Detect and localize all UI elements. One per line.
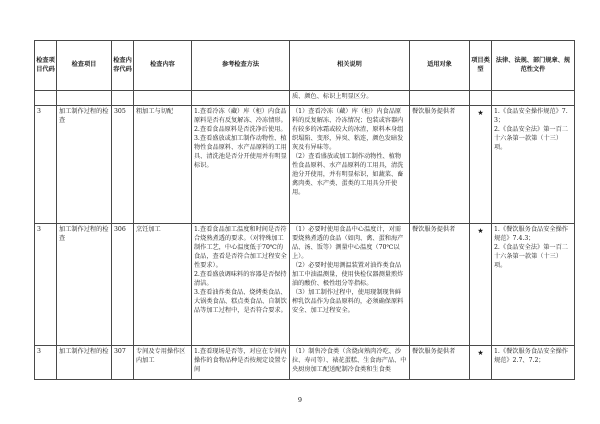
cell-content: 专间及专用操作区内加工: [134, 346, 192, 380]
star-icon: ★: [470, 106, 492, 224]
regulation-table-page: [34, 40, 574, 392]
cell-target: 餐饮服务提供者: [410, 346, 470, 380]
table-row: [35, 224, 575, 346]
cell-method: 1.查看冷冻（藏）库（柜）内食品原料是否有反复解冻、冷冻情形。 2.查看食品原料是否洗净后使用。 3.查看盛放或加工制作动物性、植物性食品原料、水产品原料的工用具、清洗池是否分开使用并有明显标识。: [192, 106, 290, 224]
header-row: [35, 41, 575, 91]
cell-item: 加工制作过程的检: [57, 346, 112, 380]
header-content: 检查内容: [134, 41, 192, 91]
cell-item: 加工制作过程的检查: [57, 106, 112, 224]
cell-item-code: 3: [35, 346, 57, 380]
cell-item: 加工制作过程的检查: [57, 224, 112, 346]
cell-regs: 1.《食品安全操作规范》7.3； 2.《食品安全法》第一百二十六条第一款第（十三）项。: [492, 106, 575, 224]
cell-method: 1.查看食品加工温度和时间是否符合烧熟煮透的要求。（对特殊加工制作工艺，中心温度低于70℃的食品，查看是否符合加工过程安全性要求）。 2.查看盛放调味料的容器是否保持清洁。 3.查看油炸类食品、烧烤类食品、大锅类食品、糕点类食品、自制饮品等加工过程中，是否符合要求。: [192, 224, 290, 346]
cell-target: 餐饮服务提供者: [410, 106, 470, 224]
header-item: 检查项目: [57, 41, 112, 91]
cell-content-code: 305: [112, 106, 134, 224]
cell-content-code: 307: [112, 346, 134, 380]
cell-content: 粗加工与切配: [134, 106, 192, 224]
cell-regs: 1.《餐饮服务食品安全操作规范》7.4.3； 2.《食品安全法》第一百二十六条第一款第（十三）项。: [492, 224, 575, 346]
cell-item-code: 3: [35, 224, 57, 346]
cell-notes: （1）制售冷食类（含烧卤熟肉冷吃、沙拉、寿司等）、裱花蛋糕、生食海产品、中央厨房加工配送配制冷食类和生食类: [290, 346, 410, 380]
header-target: 适用对象: [410, 41, 470, 91]
cell-method: 1.查看现场是否等，对应在专间内操作的食物品种是否按规定设置专间: [192, 346, 290, 380]
header-item-code: 检查项目代码: [35, 41, 57, 91]
cell-content: 烹饪加工: [134, 224, 192, 346]
cell-regs: 1.《餐饮服务食品安全操作规范》2.7、7.2；: [492, 346, 575, 380]
header-regs: 法律、法规、部门规章、规范性文件: [492, 41, 575, 91]
cell-item-code: 3: [35, 106, 57, 224]
cell-notes: （1）必要时使用食品中心温度计，对需要烧熟煮透的食品（如肉、禽、蛋和海产品、汤、饭等）测量中心温度（70℃以上）。 （2）必要时使用测温装置对油炸类食品加工中油温测量，使用快检仪器测量煎炸油的酸价、极性组分等指标。 （3）加工制作过程中，使用现制现售鲜榨乳饮品作为食品原料的，必须确保原料安全、加工过程安全。: [290, 224, 410, 346]
inspection-table: [34, 40, 575, 380]
star-icon: ★: [470, 346, 492, 380]
header-notes: 相关说明: [290, 41, 410, 91]
header-content-code: 检查内容代码: [112, 41, 134, 91]
star-icon: ★: [470, 224, 492, 346]
header-item-type: 项目类型: [470, 41, 492, 91]
table-row: [35, 346, 575, 380]
continuation-text: 质、颜色、标识上明显区分。: [290, 91, 410, 106]
page-number: 9: [297, 396, 303, 404]
cell-notes: （1）查看冷冻（藏）库（柜）内食品原料的反复解冻、冷冻情况；包装或容器内有较多的冰霜或较大的冰渣，原料本身组织塌陷、变形，异臭、粘连，颜色发暗发灰及有异味等。 （2）查看盛放或加工制作动物性、植物性食品原料、水产品原料的工用具，清洗池分开使用，并有明显标识，如蔬菜、畜禽肉类、水产类、蛋类的工用具分开使用。: [290, 106, 410, 224]
header-method: 参考检查方法: [192, 41, 290, 91]
cell-content-code: 306: [112, 224, 134, 346]
cell-target: 餐饮服务提供者: [410, 224, 470, 346]
table-row: [35, 106, 575, 224]
continuation-row: [35, 91, 575, 106]
